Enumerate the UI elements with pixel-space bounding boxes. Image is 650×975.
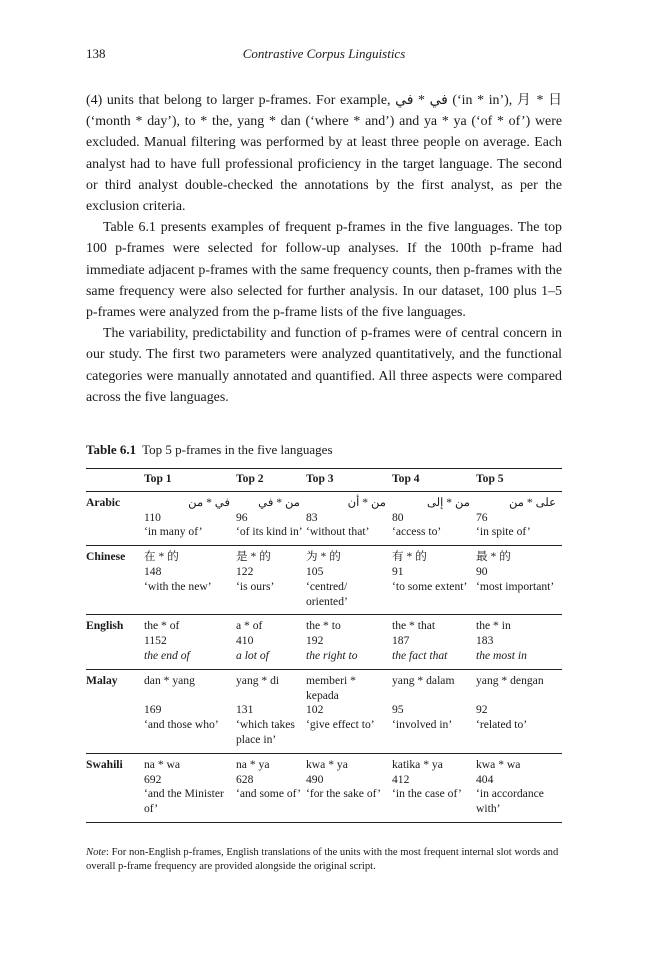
frequency: 404 (476, 772, 494, 786)
gloss: ‘to some extent’ (392, 579, 468, 593)
table-row-arabic (86, 491, 562, 545)
gloss: ‘give effect to’ (306, 718, 375, 732)
table-cell (236, 546, 306, 615)
table-cell (392, 615, 476, 669)
table-cell (144, 546, 236, 615)
table-cell (236, 669, 306, 753)
frequency: 95 (392, 703, 404, 717)
gloss: ‘of its kind in’ (236, 525, 303, 539)
frequency: 192 (306, 634, 324, 648)
table-cell (392, 546, 476, 615)
frequency: 169 (144, 703, 162, 717)
frequency: 80 (392, 510, 404, 524)
table-caption (86, 442, 333, 458)
gloss: ‘access to’ (392, 525, 442, 539)
spacer (236, 689, 304, 704)
table-row-malay (86, 669, 562, 753)
gloss: ‘in many of’ (144, 525, 203, 539)
language-name: Chinese (86, 546, 144, 615)
table-cell (144, 491, 236, 545)
frequency: 92 (476, 703, 488, 717)
spacer (144, 689, 234, 704)
table-cell (306, 491, 392, 545)
pframe: dan * yang (144, 673, 195, 687)
column-header-top5: Top 5 (476, 469, 562, 492)
table-cell (144, 615, 236, 669)
column-header-empty (86, 469, 144, 492)
pframe: the * that (392, 619, 436, 633)
table-cell (392, 753, 476, 822)
frequency: 131 (236, 703, 254, 717)
pframe: من * أن (347, 495, 386, 509)
table-row-swahili (86, 753, 562, 822)
example: the end of (144, 648, 190, 662)
pframe: katika * ya (392, 757, 443, 771)
table-cell (476, 753, 562, 822)
gloss: ‘and those who’ (144, 718, 219, 732)
frequency: 102 (306, 703, 324, 717)
pframe: kwa * ya (306, 757, 348, 771)
gloss: ‘without that’ (306, 525, 370, 539)
frequency: 83 (306, 510, 318, 524)
pframe: على * من (508, 495, 556, 509)
frequency: 148 (144, 564, 162, 578)
frequency: 1152 (144, 634, 167, 648)
frequency: 692 (144, 772, 162, 786)
table-row-english (86, 615, 562, 669)
table-caption-label: Table 6.1 (86, 442, 137, 457)
column-header-top1: Top 1 (144, 469, 236, 492)
table-cell (144, 753, 236, 822)
table-cell (144, 669, 236, 753)
frequency: 490 (306, 772, 324, 786)
table-caption-text: Top 5 p-frames in the five languages (142, 442, 333, 457)
language-name: Swahili (86, 753, 144, 822)
gloss: ‘and the Minister of’ (144, 787, 224, 816)
column-header-top3: Top 3 (306, 469, 392, 492)
pframe: 为 * 的 (306, 550, 341, 564)
gloss: ‘in the case of’ (392, 787, 462, 801)
table-cell (476, 615, 562, 669)
example: the right to (306, 648, 358, 662)
pframe: na * wa (144, 757, 181, 771)
gloss: ‘involved in’ (392, 718, 453, 732)
pframe: the * to (306, 619, 341, 633)
table-cell (476, 491, 562, 545)
gloss: ‘in spite of’ (476, 525, 531, 539)
pframe: na * ya (236, 757, 270, 771)
spacer (392, 689, 474, 704)
body-text (86, 90, 562, 408)
table-cell (236, 753, 306, 822)
page-number: 138 (86, 46, 106, 61)
gloss: ‘which takes place in’ (236, 718, 295, 746)
example: a lot of (236, 648, 269, 662)
gloss: ‘and some of’ (236, 787, 302, 801)
pframe: kwa * wa (476, 757, 521, 771)
paragraph-2: Table 6.1 presents examples of frequent p-frames in the five languages. The top 100 p-frames were selected for follow-up analyses. If the 100th p-frame had immediate adjacent p-frames with the same frequency counts, then p-frames with the same frequency were also selected for further analysis. In our dataset, 100 plus 1–5 p-frames were analyzed from the p-frame lists of the five languages. (86, 220, 562, 321)
pframe: yang * dalam (392, 673, 455, 687)
frequency: 96 (236, 510, 248, 524)
note-label: Note (86, 847, 107, 858)
pframe: 在 * 的 (144, 550, 179, 564)
note-text: : For non-English p-frames, English translations of the units with the most frequent internal slot words and overall p-frame frequency are provided alongside the original script. (86, 847, 559, 872)
table-cell (392, 669, 476, 753)
gloss: ‘most important’ (476, 579, 555, 593)
table-cell (306, 753, 392, 822)
language-name: Malay (86, 669, 144, 753)
column-header-top2: Top 2 (236, 469, 306, 492)
pframe: 有 * 的 (392, 550, 427, 564)
gloss: ‘with the new’ (144, 579, 212, 593)
frequency: 187 (392, 634, 410, 648)
table-cell (306, 669, 392, 753)
pframe: من * في (258, 495, 300, 509)
pframe: من * إلى (426, 495, 470, 509)
table-cell (236, 615, 306, 669)
pframe: memberi * kepada (306, 673, 356, 702)
table-header-row (86, 469, 562, 492)
pframe: the * in (476, 619, 511, 633)
table-cell (306, 546, 392, 615)
gloss: ‘is ours’ (236, 579, 275, 593)
pframe: في * من (188, 495, 230, 509)
pframe: the * of (144, 619, 180, 633)
frequency: 105 (306, 564, 324, 578)
frequency: 122 (236, 564, 254, 578)
table-cell (236, 491, 306, 545)
table-cell (476, 669, 562, 753)
example: the fact that (392, 648, 448, 662)
frequency: 91 (392, 564, 404, 578)
spacer (476, 689, 560, 704)
gloss: ‘centred/ oriented’ (306, 579, 348, 608)
table-cell (476, 546, 562, 615)
pframe: 是 * 的 (236, 550, 271, 564)
language-name: Arabic (86, 491, 144, 545)
table-cell (306, 615, 392, 669)
pframe: yang * di (236, 673, 280, 687)
frequency: 76 (476, 510, 488, 524)
frequency: 183 (476, 634, 494, 648)
example: the most in (476, 648, 527, 662)
frequency: 90 (476, 564, 488, 578)
table-note (86, 846, 562, 874)
frequency: 410 (236, 634, 254, 648)
table-row-chinese (86, 546, 562, 615)
pframe: yang * dengan (476, 673, 544, 687)
gloss: ‘related to’ (476, 718, 528, 732)
paragraph-3: The variability, predictability and function of p-frames were of central concern in our study. The first two parameters were analyzed quantitatively, and the functional categories were manually annotated and quantified. All three aspects were compared across the five languages. (86, 326, 562, 405)
paragraph-1: (4) units that belong to larger p-frames. For example, في * في (‘in * in’), 月 * 日 (‘month * day’), to * the, yang * dan (‘where * and’) and ya * ya (‘of * of’) were excluded. Manual filtering was performed by at least three people on average. Each analyst had to have full professional proficiency in the target language. The second or third analyst double-checked the annotations by the first analyst, as per the exclusion criteria. (86, 93, 563, 215)
pframe: 最 * 的 (476, 550, 511, 564)
frequency: 628 (236, 772, 254, 786)
column-header-top4: Top 4 (392, 469, 476, 492)
frequency: 110 (144, 510, 161, 524)
gloss: ‘in accordance with’ (476, 787, 544, 816)
running-title: Contrastive Corpus Linguistics (242, 46, 406, 61)
table-cell (392, 491, 476, 545)
gloss: ‘for the sake of’ (306, 787, 381, 801)
language-name: English (86, 615, 144, 669)
pframe: a * of (236, 619, 263, 633)
pframe-table (86, 468, 562, 823)
frequency: 412 (392, 772, 410, 786)
